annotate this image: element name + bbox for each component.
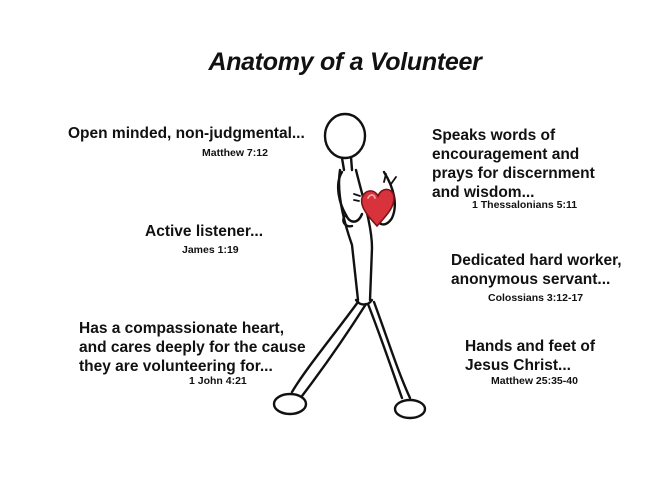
page-title: Anatomy of a Volunteer [208,48,482,76]
trait-line: Has a compassionate heart, [79,320,285,337]
trait-line: Dedicated hard worker, [451,252,622,269]
trait-line: they are volunteering for... [79,358,273,375]
trait-line: Open minded, non-judgmental... [68,125,305,142]
figure-torso [339,170,372,300]
trait-reference: 1 Thessalonians 5:11 [472,199,578,211]
trait-line: and wisdom... [432,184,535,201]
trait-reference: Matthew 25:35-40 [491,375,578,387]
trait-hands-feet [465,337,595,375]
trait-reference: 1 John 4:21 [189,375,247,387]
trait-open-minded [68,124,305,143]
figure-left-foot [274,394,306,414]
figure-head [325,114,365,158]
trait-reference: James 1:19 [182,244,239,256]
trait-line: Hands and feet of [465,338,596,355]
trait-hard-worker [451,251,622,289]
trait-reference: Colossians 3:12-17 [488,292,584,304]
trait-line: Jesus Christ... [465,357,571,374]
trait-reference: Matthew 7:12 [202,147,268,159]
trait-line: Active listener... [145,223,264,240]
trait-compassionate [79,319,306,376]
figure-right-foot [395,400,425,418]
trait-line: and cares deeply for the cause [79,339,306,356]
trait-line: encouragement and [432,146,580,163]
trait-line: prays for discernment [432,165,595,182]
trait-active-listener [145,222,263,241]
figure-right-leg [368,302,410,398]
trait-line: anonymous servant... [451,271,611,288]
trait-line: Speaks words of [432,127,556,144]
trait-encouragement [432,126,595,202]
